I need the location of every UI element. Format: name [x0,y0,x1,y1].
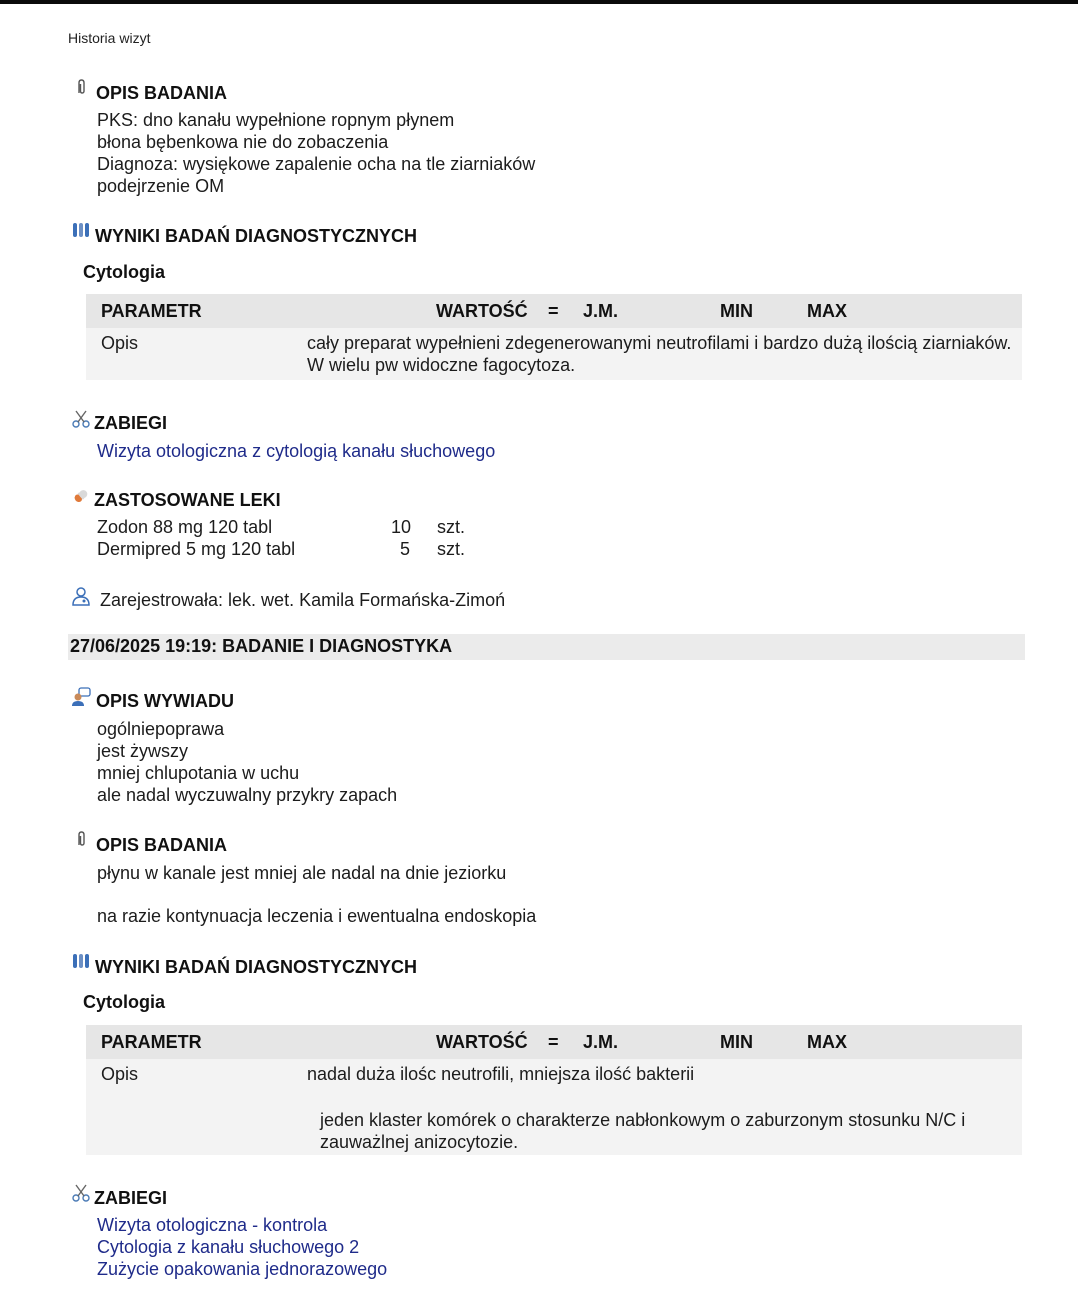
test-tubes-icon [71,221,91,241]
col-unit: J.M. [583,1032,619,1052]
procedure-link[interactable]: Wizyta otologiczna - kontrola [97,1215,328,1235]
top-border [0,0,1078,4]
row-value-line: cały preparat wypełnieni zdegenerowanymi neutrofilami i bardzo dużą ilością ziarniaków. [307,333,1012,353]
results-subtitle: Cytologia [83,262,166,282]
col-max: MAX [807,301,847,321]
medication-name: Zodon 88 mg 120 tabl [97,517,273,537]
procedure-link[interactable]: Cytologia z kanału słuchowego 2 [97,1237,360,1257]
scissors-icon [71,1183,91,1203]
results-table-row [86,328,1022,380]
row-value-line: nadal duża ilośc neutrofili, mniejsza ilość bakterii [307,1064,695,1084]
col-value: WARTOŚĆ [436,1032,528,1052]
exam-line: na razie kontynuacja leczenia i ewentualna endoskopia [97,906,537,926]
paperclip-icon [72,78,92,98]
diagnostic-results-title: WYNIKI BADAŃ DIAGNOSTYCZNYCH [95,957,417,977]
col-parameter: PARAMETR [101,301,202,321]
results-table-header [86,1025,1022,1059]
row-parameter: Opis [101,1064,139,1084]
interview-icon [71,687,91,707]
exam-line: Diagnoza: wysiękowe zapalenie ocha na tle ziarniaków [97,154,536,174]
exam-line: błona bębenkowa nie do zobaczenia [97,132,389,152]
interview-line: ale nadal wyczuwalny przykry zapach [97,785,398,805]
exam-line: podejrzenie OM [97,176,225,196]
col-unit: J.M. [583,301,619,321]
exam-line: płynu w kanale jest mniej ale nadal na dnie jeziorku [97,863,507,883]
medication-unit: szt. [437,539,466,559]
results-table-row [86,1059,1022,1155]
interview-title: OPIS WYWIADU [96,691,234,711]
col-min: MIN [720,1032,753,1052]
row-value-line: zauważlnej anizocytozie. [320,1132,519,1152]
medication-unit: szt. [437,517,466,537]
medication-name: Dermipred 5 mg 120 tabl [97,539,296,559]
scissors-icon [71,409,91,429]
interview-line: mniej chlupotania w uchu [97,763,300,783]
exam-description-title: OPIS BADANIA [96,835,228,855]
exam-description-title: OPIS BADANIA [96,83,228,103]
medication-qty: 10 [391,517,412,537]
exam-line: PKS: dno kanału wypełnione ropnym płynem [97,110,455,130]
diagnostic-results-title: WYNIKI BADAŃ DIAGNOSTYCZNYCH [95,226,417,246]
interview-line: jest żywszy [97,741,189,761]
paperclip-icon [72,830,92,850]
test-tubes-icon [71,952,91,972]
row-value-line: jeden klaster komórek o charakterze nabłonkowym o zaburzonym stosunku N/C i [320,1110,966,1130]
visit-header [68,634,1025,660]
results-subtitle: Cytologia [83,992,166,1012]
col-parameter: PARAMETR [101,1032,202,1052]
medications-title: ZASTOSOWANE LEKI [94,490,281,510]
row-value-line: W wielu pw widoczne fagocytoza. [307,355,576,375]
doctor-icon [71,586,91,606]
medication-qty: 5 [400,539,411,559]
registered-by: Zarejestrowała: lek. wet. Kamila Formańska-Zimoń [100,590,506,610]
row-parameter: Opis [101,333,139,353]
col-equals: = [548,301,559,321]
visit-header-title: 27/06/2025 19:19: BADANIE I DIAGNOSTYKA [70,636,453,656]
col-equals: = [548,1032,559,1052]
col-max: MAX [807,1032,847,1052]
procedures-title: ZABIEGI [94,1188,168,1208]
interview-line: ogólniepoprawa [97,719,225,739]
results-table-header [86,294,1022,328]
col-value: WARTOŚĆ [436,301,528,321]
procedure-link[interactable]: Zużycie opakowania jednorazowego [97,1259,388,1279]
pill-icon [71,486,91,506]
page-title: Historia wizyt [68,30,151,46]
col-min: MIN [720,301,753,321]
procedure-link[interactable]: Wizyta otologiczna z cytologią kanału słuchowego [97,441,496,461]
procedures-title: ZABIEGI [94,413,168,433]
